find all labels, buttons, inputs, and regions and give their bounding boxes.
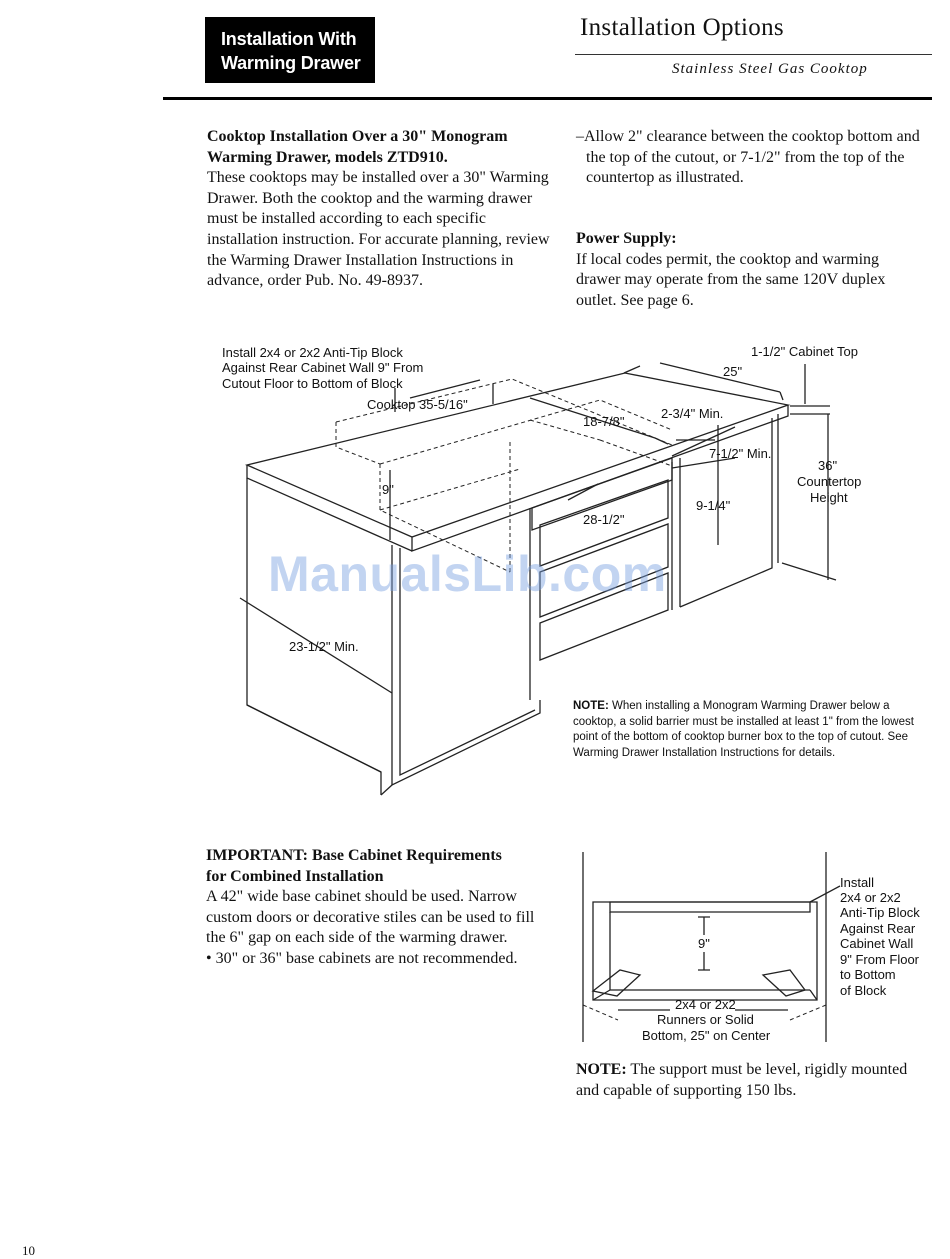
install-line-8: of Block [840, 983, 887, 998]
header-rule [163, 97, 932, 100]
figure-note-lead: NOTE: [573, 700, 609, 712]
label-23: 23-1/2" Min. [289, 639, 359, 654]
clearance-text: –Allow 2" clearance between the cooktop bottom and the top of the cutout, or 7-1/2" from the top of the countertop as illustrated. [576, 128, 920, 187]
power-supply-body: If local codes permit, the cooktop and warming drawer may operate from the same 120V duplex outlet. See page 6. [576, 250, 886, 309]
section-heading-line2: Warming Drawer, models ZTD910. [207, 148, 448, 166]
label-cooktop: Cooktop 35-5/16" [367, 397, 468, 412]
label-9-1-4: 9-1/4" [696, 498, 731, 513]
label-countertop: Countertop [797, 474, 862, 489]
section-tab-line1: Installation With [221, 29, 357, 49]
power-supply-section [576, 229, 926, 311]
runners-line-2: Runners or Solid [657, 1012, 754, 1027]
label-antitip-2: Against Rear Cabinet Wall 9" From [222, 360, 424, 375]
important-body: A 42" wide base cabinet should be used. Narrow custom doors or decorative stiles can be used to fill the 6" gap on each side of the warming drawer. [206, 888, 535, 947]
clearance-note [576, 127, 936, 189]
watermark: ManualsLib.com [268, 546, 667, 602]
support-label-9: 9" [698, 936, 710, 951]
title-rule [575, 54, 932, 55]
section-tab [205, 17, 375, 83]
important-heading-line2: for Combined Installation [206, 867, 384, 885]
install-line-7: to Bottom [840, 967, 896, 982]
label-9: 9" [382, 482, 394, 497]
cabinet-figure-labels [222, 344, 861, 654]
label-7-1-2: 7-1/2" Min. [709, 446, 772, 461]
figure-note-text: When installing a Monogram Warming Drawer below a cooktop, a solid barrier must be installed at least 1" from the lowest point of the bottom of cooktop burner box to the top of cutout. See Warming Drawer Installation Instructions for details. [573, 700, 914, 759]
important-section [206, 846, 556, 970]
install-line-6: 9" From Floor [840, 952, 920, 967]
page-subtitle: Stainless Steel Gas Cooktop [672, 61, 868, 77]
label-height: Height [810, 490, 848, 505]
label-cabinet-top: 1-1/2" Cabinet Top [751, 344, 859, 359]
section-heading-line1: Cooktop Installation Over a 30" Monogram [207, 128, 508, 145]
install-line-2: 2x4 or 2x2 [840, 890, 901, 905]
cooktop-installation-section [207, 127, 552, 292]
section-body: These cooktops may be installed over a 30" Warming Drawer. Both the cooktop and the warming drawer must be installed according to each specific installation instruction. For accurate planning, review the Warming Drawer Installation Instructions in advance, order Pub. No. 49-8937. [207, 169, 550, 290]
important-heading-line1: IMPORTANT: Base Cabinet Requirements [206, 847, 502, 864]
install-line-1: Install [840, 875, 874, 890]
install-line-4: Against Rear [840, 921, 916, 936]
label-2-3-4: 2-3/4" Min. [661, 406, 724, 421]
support-note-lead: NOTE: [576, 1061, 627, 1078]
page-number: 10 [22, 1243, 35, 1258]
runners-line-1: 2x4 or 2x2 [675, 997, 736, 1012]
install-line-3: Anti-Tip Block [840, 905, 920, 920]
support-note [576, 1060, 926, 1101]
support-note-text: The support must be level, rigidly mounted and capable of supporting 150 lbs. [576, 1061, 908, 1099]
power-supply-heading: Power Supply: [576, 230, 677, 247]
support-figure-labels [642, 875, 920, 1043]
figure-note [573, 699, 918, 761]
label-28: 28-1/2" [583, 512, 625, 527]
page-title: Installation Options [580, 14, 784, 41]
runners-line-3: Bottom, 25" on Center [642, 1028, 771, 1043]
important-bullet: • 30" or 36" base cabinets are not recommended. [206, 949, 518, 967]
label-18: 18-7/8" [583, 414, 625, 429]
install-line-5: Cabinet Wall [840, 936, 914, 951]
label-36: 36" [818, 458, 838, 473]
section-tab-line2: Warming Drawer [221, 53, 361, 73]
label-antitip-1: Install 2x4 or 2x2 Anti-Tip Block [222, 345, 403, 360]
support-figure [583, 852, 840, 1042]
label-antitip-3: Cutout Floor to Bottom of Block [222, 376, 403, 391]
label-25: 25" [723, 364, 743, 379]
